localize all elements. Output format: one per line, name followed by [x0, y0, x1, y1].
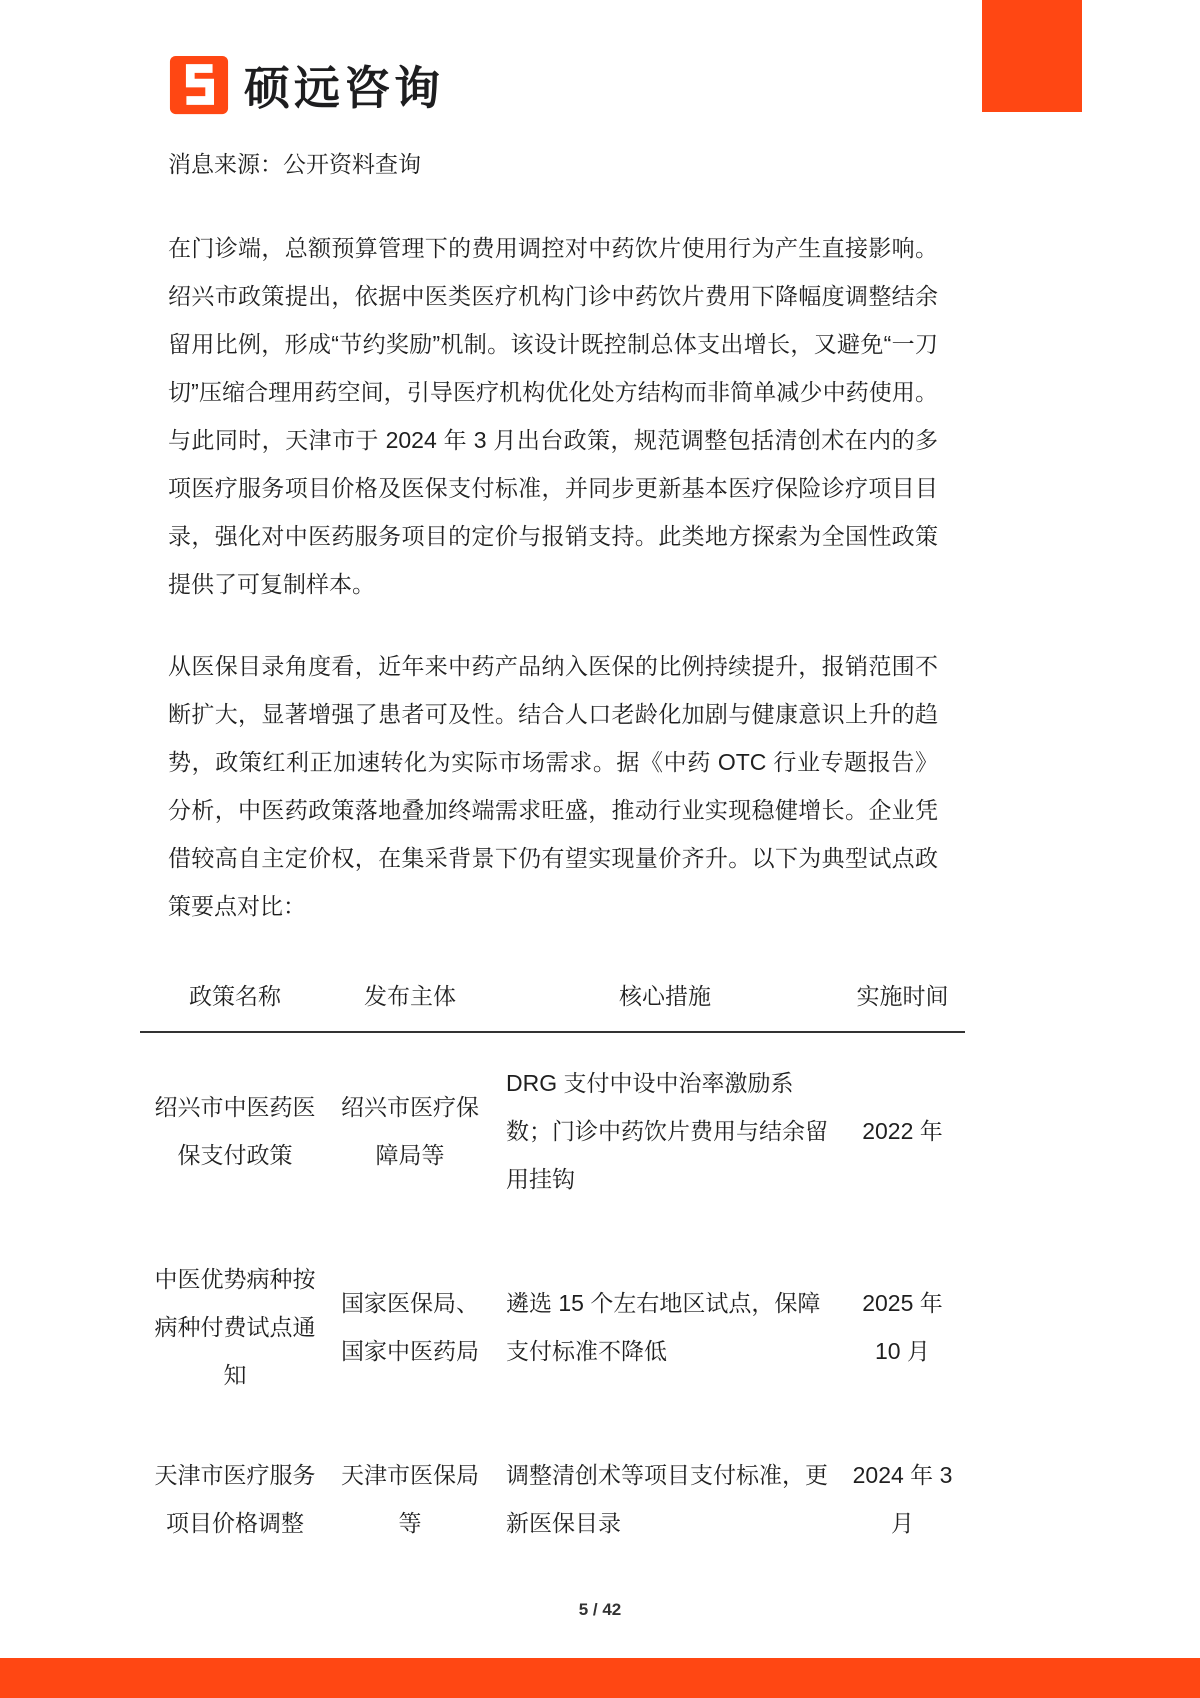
column-header-core-measures: 核心措施: [490, 964, 840, 1032]
page-indicator: 5 / 42: [578, 1600, 622, 1619]
cell-issuer: 天津市医保局等: [341, 1462, 479, 1536]
cell-core-measures: 遴选 15 个左右地区试点，保障支付标准不降低: [506, 1290, 821, 1364]
table-row: [140, 1425, 965, 1573]
footer-accent-bar: [0, 1658, 1200, 1698]
cell-policy-name: 绍兴市中医药医保支付政策: [154, 1094, 316, 1168]
policy-comparison-table: [140, 964, 965, 1573]
document-body: [154, 148, 953, 1573]
cell-issuer: 国家医保局、国家中医药局: [341, 1290, 479, 1364]
column-header-issuer: 发布主体: [330, 964, 490, 1032]
brand-logo-text: 硕远咨询: [244, 62, 444, 114]
cell-implementation-time: 2024 年 3 月: [852, 1462, 953, 1536]
cell-core-measures: DRG 支付中设中治率激励系数；门诊中药饮片费用与结余留用挂钩: [506, 1070, 828, 1192]
cell-implementation-time: 2022 年: [862, 1118, 943, 1144]
table-header-row: [140, 964, 965, 1032]
accent-block: [982, 0, 1082, 112]
table-row: [140, 1032, 965, 1229]
paragraph-medical-insurance-catalog: 从医保目录角度看，近年来中药产品纳入医保的比例持续提升，报销范围不断扩大，显著增强了患者可及性。结合人口老龄化加剧与健康意识上升的趋势，政策红利正加速转化为实际市场需求。据《中药 OTC 行业专题报告》分析，中医药政策落地叠加终端需求旺盛，推动行业实现稳健增长。企业凭借较高自主定价权，在集采背景下仍有望实现量价齐升。以下为典型试点政策要点对比：: [168, 653, 938, 919]
cell-issuer: 绍兴市医疗保障局等: [341, 1094, 479, 1168]
column-header-policy-name: 政策名称: [140, 964, 330, 1032]
table-row: [140, 1229, 965, 1425]
paragraph-policy-outpatient: 在门诊端，总额预算管理下的费用调控对中药饮片使用行为产生直接影响。绍兴市政策提出，依据中医类医疗机构门诊中药饮片费用下降幅度调整结余留用比例，形成“节约奖励”机制。该设计既控制总体支出增长，又避免“一刀切”压缩合理用药空间，引导医疗机构优化处方结构而非简单减少中药使用。与此同时，天津市于 2024 年 3 月出台政策，规范调整包括清创术在内的多项医疗服务项目价格及医保支付标准，并同步更新基本医疗保险诊疗项目目录，强化对中医药服务项目的定价与报销支持。此类地方探索为全国性政策提供了可复制样本。: [168, 235, 938, 597]
brand-header: [168, 52, 444, 118]
column-header-implementation-time: 实施时间: [840, 964, 965, 1032]
brand-logo-icon: [168, 54, 230, 116]
cell-policy-name: 中医优势病种按病种付费试点通知: [154, 1266, 316, 1388]
source-note: 消息来源：公开资料查询: [168, 151, 421, 177]
cell-core-measures: 调整清创术等项目支付标准，更新医保目录: [506, 1462, 828, 1536]
cell-policy-name: 天津市医疗服务项目价格调整: [154, 1462, 316, 1536]
cell-implementation-time: 2025 年 10 月: [862, 1290, 943, 1364]
